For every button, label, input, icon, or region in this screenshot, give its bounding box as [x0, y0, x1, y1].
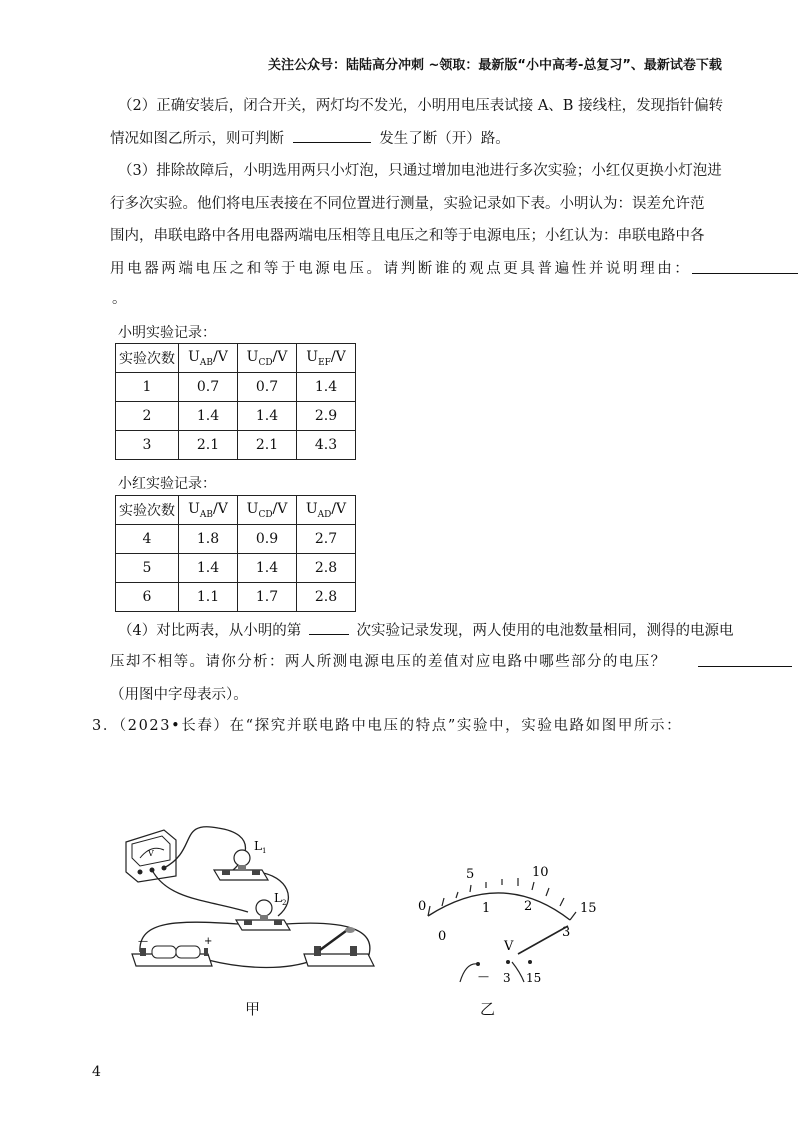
table-cell: 0.7: [179, 373, 238, 402]
q2-part2-line1: （2）正确安装后，闭合开关，两灯均不发光，小明用电压表试接 A、B 接线柱，发现指针偏转: [118, 98, 724, 114]
table-header-cell: $U_{CD}/V$: [238, 496, 297, 525]
table-header-cell: $U_{AB}/V$: [179, 344, 238, 373]
table-row: [116, 525, 356, 554]
table-cell: 4: [116, 525, 179, 554]
q2-part4-line2: 压却不相等。请你分析：两人所测电源电压的差值对应电路中哪些部分的电压？: [110, 654, 667, 670]
table-cell: 1.7: [238, 583, 297, 612]
svg-text:V: V: [148, 849, 154, 858]
table-cell: 0.9: [238, 525, 297, 554]
table-row: [116, 554, 356, 583]
figure-jia-caption: 甲: [245, 1000, 261, 1018]
q2-part4-line1: [118, 620, 733, 641]
table-header-cell: $U_{AD}/V$: [297, 496, 356, 525]
upper-scale-10: 10: [532, 865, 549, 880]
svg-text:+: +: [204, 936, 213, 947]
table-cell: 6: [116, 583, 179, 612]
table-header-cell: $U_{AB}/V$: [179, 496, 238, 525]
table-header-cell: 实验次数: [116, 496, 179, 525]
voltmeter-device-icon: [126, 830, 176, 882]
figure-jia-circuit: [118, 820, 388, 980]
answer-blank-3[interactable]: [309, 620, 349, 635]
q2-part4-line3: （用图中字母表示）。: [110, 687, 248, 703]
table-row: [116, 583, 356, 612]
table-cell: 1.4: [238, 402, 297, 431]
table-cell: 2.8: [297, 583, 356, 612]
table-cell: 1.8: [179, 525, 238, 554]
q3-stem: 3．（2023•长春）在“探究并联电路中电压的特点”实验中，实验电路如图甲所示：: [92, 718, 683, 734]
table-cell: 2.1: [238, 431, 297, 460]
upper-scale-15: 15: [580, 901, 597, 916]
page-number: 4: [92, 1064, 101, 1080]
table-header-row: [116, 496, 356, 525]
table-cell: 2: [116, 402, 179, 431]
q2-part4-line1b: 次实验记录发现，两人使用的电池数量相同，测得的电源电: [356, 623, 734, 639]
q2-part3-line4: 用电器两端电压之和等于电源电压。请判断谁的观点更具普遍性并说明理由：: [110, 261, 692, 277]
dial-pointer: [518, 925, 571, 954]
lower-scale-2: 2: [524, 899, 533, 914]
table-cell: 0.7: [238, 373, 297, 402]
lamp-l1-label: $L_1$: [254, 839, 267, 855]
q2-part3-line3: 围内，串联电路中各用电器两端电压相等且电压之和等于电源电压；小红认为：串联电路中各: [110, 228, 705, 244]
table-cell: 5: [116, 554, 179, 583]
lower-scale-1: 1: [482, 901, 491, 916]
table-row: [116, 402, 356, 431]
answer-blank-2[interactable]: [692, 259, 798, 274]
xiaohong-record-table: [115, 495, 356, 612]
answer-blank-4[interactable]: [698, 652, 792, 667]
table-cell: 1.1: [179, 583, 238, 612]
svg-text:—: —: [138, 936, 148, 947]
lamp-l1-icon: [214, 850, 268, 880]
table2-title: 小红实验记录：: [118, 476, 216, 492]
figure-yi-caption: 乙: [480, 1000, 496, 1018]
q2-part2-line2a: 情况如图乙所示，则可判断: [110, 131, 284, 147]
table-header-cell: $U_{CD}/V$: [238, 344, 297, 373]
battery-icon: [132, 936, 212, 966]
q2-part2-line2: [110, 128, 510, 149]
table-row: [116, 431, 356, 460]
table-cell: 1: [116, 373, 179, 402]
q2-part2-line2b: 发生了断（开）路。: [379, 131, 510, 147]
figure-yi-voltmeter-dial: [408, 858, 608, 988]
answer-blank-1[interactable]: [293, 128, 371, 143]
table-header-row: [116, 344, 356, 373]
lower-scale-3: 3: [562, 925, 571, 940]
table-header-cell: $U_{EF}/V$: [297, 344, 356, 373]
table-row: [116, 373, 356, 402]
table-cell: 1.4: [179, 554, 238, 583]
lower-scale-0: 0: [438, 929, 447, 944]
table-cell: 2.1: [179, 431, 238, 460]
meter-symbol: V: [504, 939, 514, 954]
table-cell: 2.7: [297, 525, 356, 554]
table1-title: 小明实验记录：: [118, 325, 216, 341]
table-header-cell: 实验次数: [116, 344, 179, 373]
table-cell: 4.3: [297, 431, 356, 460]
upper-scale-5: 5: [466, 867, 475, 882]
table-cell: 1.4: [238, 554, 297, 583]
q2-part3-line1: （3）排除故障后，小明选用两只小灯泡，只通过增加电池进行多次实验；小红仅更换小灯泡进: [118, 163, 722, 179]
q2-part3-line5: 。: [112, 291, 127, 307]
terminal-3: 3: [503, 971, 511, 985]
table-cell: 1.4: [297, 373, 356, 402]
page-header: 关注公众号：陆陆高分冲刺 ~领取：最新版“小中高考-总复习”、最新试卷下载: [268, 58, 722, 73]
xiaoming-record-table: [115, 343, 356, 460]
switch-icon: [304, 927, 374, 966]
table-cell: 3: [116, 431, 179, 460]
q2-part3-line2: 行多次实验。他们将电压表接在不同位置进行测量，实验记录如下表。小明认为：误差允许范: [110, 196, 705, 212]
upper-scale-0: 0: [418, 899, 427, 914]
lamp-l2-label: $L_2$: [274, 891, 287, 907]
table-cell: 2.9: [297, 402, 356, 431]
q2-part4-line1a: （4）对比两表，从小明的第: [118, 623, 302, 639]
table-cell: 2.8: [297, 554, 356, 583]
table-cell: 1.4: [179, 402, 238, 431]
terminal-minus: —: [478, 970, 489, 983]
terminal-15: 15: [526, 971, 542, 985]
